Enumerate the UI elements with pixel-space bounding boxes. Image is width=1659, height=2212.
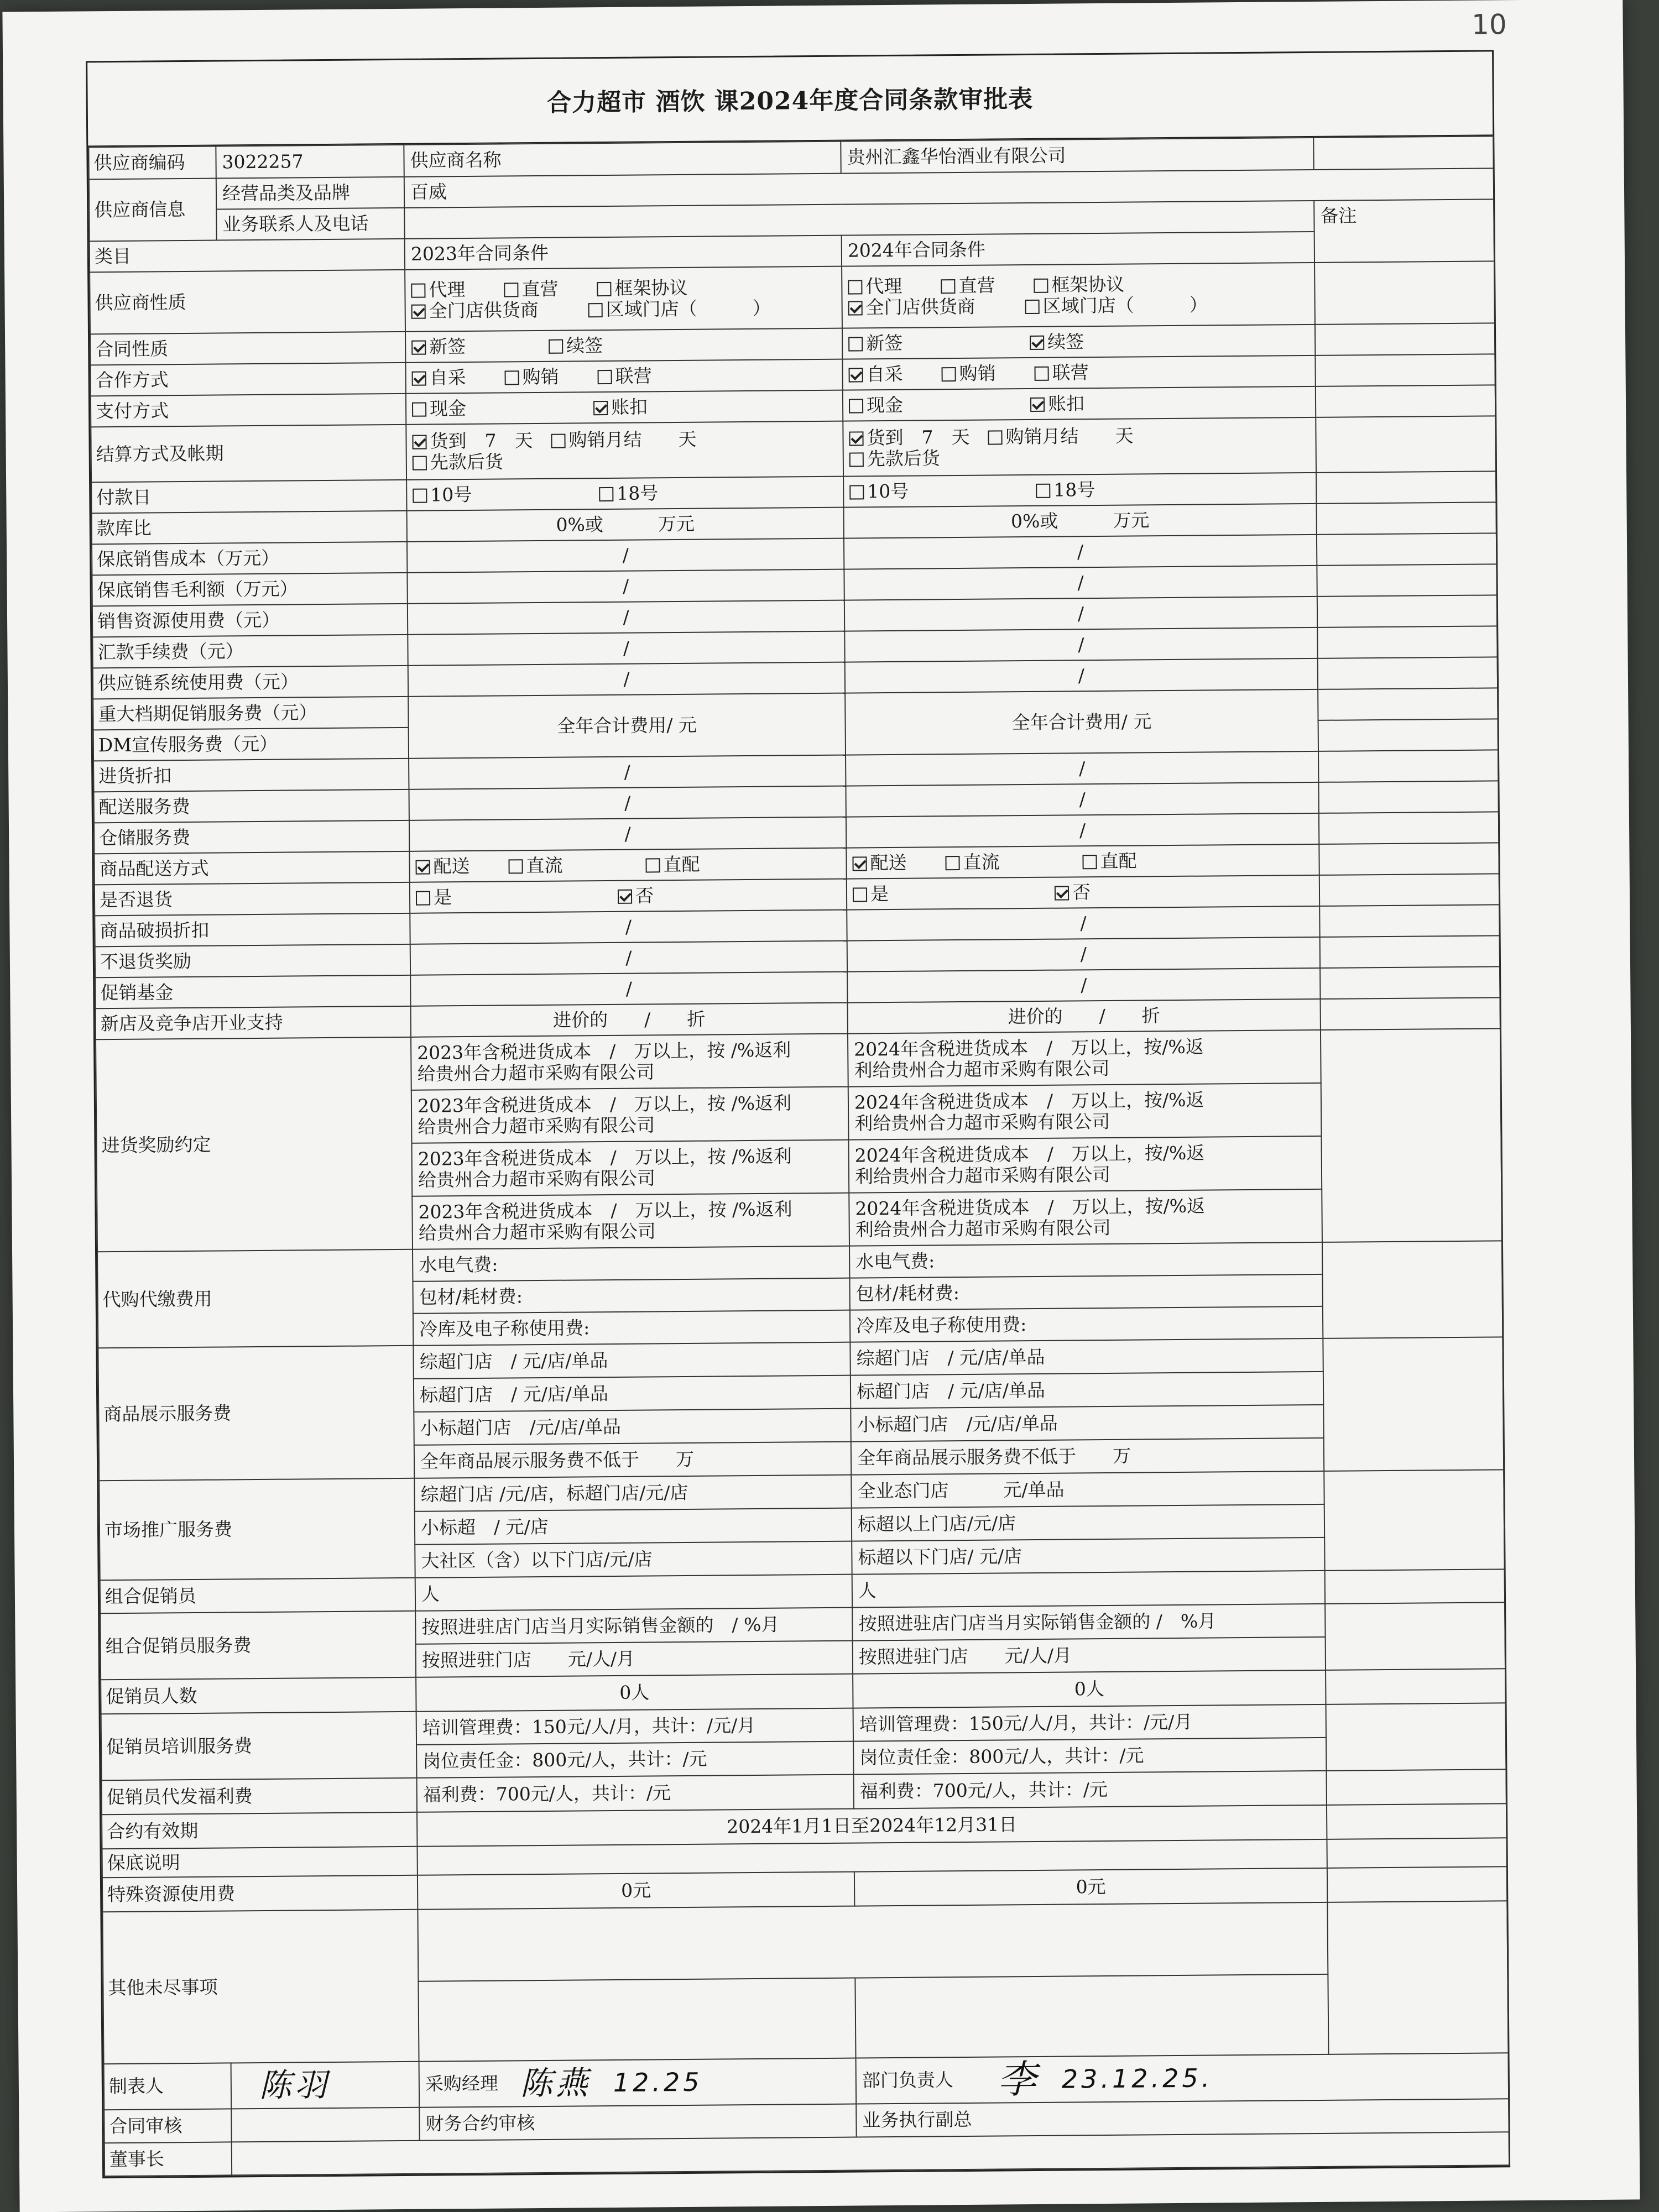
label-other: 其他未尽事项	[102, 1910, 419, 2064]
market-2023-2: 小标超 / 元/店	[415, 1508, 852, 1545]
label-new-store: 新店及竞争店开业支持	[96, 1006, 411, 1039]
label-dm-fee: DM宣传服务费（元）	[93, 728, 409, 761]
label-supplier-code: 供应商编码	[88, 147, 216, 180]
label-promo-fund: 促销基金	[95, 975, 410, 1008]
stock-ratio-2023: 0%或 万元	[407, 508, 844, 542]
delivery-mode-2023: 配送 直流 直配	[409, 848, 846, 882]
checkbox-consign-2024[interactable]	[942, 367, 956, 381]
resource-fee-2023: /	[408, 600, 844, 635]
checkbox-direct-flow-2023[interactable]	[508, 859, 523, 874]
label-contract-review: 合同审核	[104, 2109, 231, 2143]
combo-fee-2024-1: 按照进驻店门店当月实际销售金额的 / %月	[852, 1604, 1325, 1641]
label-no-return-reward: 不退货奖励	[95, 944, 410, 977]
checkbox-yes-2023[interactable]	[416, 891, 430, 906]
purchase-discount-2023: /	[409, 755, 846, 789]
label-promoter-welfare: 促销员代发福利费	[102, 1778, 417, 1814]
checkbox-monthly-2023[interactable]	[551, 434, 565, 448]
checkbox-yes-2024[interactable]	[853, 887, 867, 902]
empty-cell	[1315, 354, 1495, 386]
checkbox-joint-2023[interactable]	[598, 370, 612, 384]
checkbox-deliver-2023[interactable]	[415, 860, 430, 875]
checkbox-consign-2023[interactable]	[505, 370, 519, 385]
label-supplier-info: 供应商信息	[89, 179, 217, 242]
damage-discount-2024: /	[847, 906, 1319, 941]
coop-2024: 自采 购销 联营	[842, 355, 1315, 390]
checkbox-regional-2023[interactable]	[588, 303, 603, 317]
settlement-2023: 货到 7 天 购销月结 天 先款后货	[406, 421, 843, 480]
training-2024-2: 岗位责任金：800元/人，共计：/元	[853, 1738, 1326, 1775]
market-2023-3: 大社区（含）以下门店/元/店	[415, 1541, 852, 1578]
label-promo-fee: 重大档期促销服务费（元）	[93, 697, 408, 730]
storage-fee-2023: /	[409, 817, 846, 851]
min-cost-2023: /	[407, 538, 844, 573]
checkbox-direct-flow-2024[interactable]	[945, 856, 959, 870]
min-cost-2024: /	[844, 535, 1317, 569]
checkbox-cash-2024[interactable]	[849, 399, 863, 413]
packaging-2023: 包材/耗材费:	[413, 1278, 849, 1314]
training-2024-1: 培训管理费：150元/人/月，共计：/元/月	[853, 1704, 1326, 1742]
delivery-mode-2024: 配送 直流 直配	[846, 844, 1319, 879]
checkbox-agent-2024[interactable]	[848, 280, 862, 294]
promo-fund-2024: /	[847, 968, 1320, 1003]
label-coop: 合作方式	[90, 363, 405, 396]
label-resource-fee: 销售资源使用费（元）	[92, 604, 408, 637]
validity-value: 2024年1月1日至2024年12月31日	[417, 1805, 1327, 1847]
market-2023-1: 综超门店 /元/店，标超门店/元/店	[414, 1475, 851, 1512]
empty-cell	[1317, 595, 1497, 627]
cold-storage-2023: 冷库及电子称使用费:	[413, 1310, 850, 1346]
checkbox-no-2024[interactable]	[1055, 886, 1069, 901]
checkbox-direct-2024[interactable]	[941, 279, 955, 294]
checkbox-direct-2023[interactable]	[504, 283, 518, 297]
reward-2023-4: 2023年含税进货成本 / 万以上，按 /%返利 给贵州合力超市采购有限公司	[412, 1193, 849, 1249]
label-pay-method: 支付方式	[91, 394, 406, 427]
label-nature: 供应商性质	[90, 270, 405, 334]
new-store-2023: 进价的 / 折	[411, 1003, 848, 1037]
checkbox-deduct-2024[interactable]	[1030, 398, 1045, 412]
row-supplier-nature	[90, 261, 1495, 334]
promoter-count-2023: 0人	[416, 1674, 853, 1712]
empty-cell	[1315, 323, 1495, 355]
label-purchase-reward: 进货奖励约定	[96, 1037, 413, 1252]
checkbox-day18-2023[interactable]	[599, 487, 613, 501]
empty-cell	[1327, 1838, 1506, 1868]
label-special-fee: 特殊资源使用费	[102, 1875, 418, 1912]
checkbox-direct-dist-2024[interactable]	[1082, 855, 1097, 869]
utilities-2024: 水电气费:	[849, 1242, 1322, 1278]
min-margin-2024: /	[844, 566, 1317, 600]
market-2024-2: 标超以上门店/元/店	[852, 1504, 1324, 1541]
display-2023-3: 小标超门店 /元/店/单品	[414, 1409, 851, 1445]
empty-cell	[1322, 1241, 1503, 1338]
combo-fee-2023-2: 按照进驻门店 元/人/月	[416, 1641, 853, 1677]
display-2023-4: 全年商品展示服务费不低于 万	[414, 1442, 851, 1478]
reward-2023-1: 2023年含税进货成本 / 万以上，按 /%返利 给贵州合力超市采购有限公司	[411, 1034, 848, 1090]
empty-cell	[1327, 1803, 1506, 1839]
checkbox-day18-2024[interactable]	[1036, 484, 1050, 498]
checkbox-framework-2023[interactable]	[597, 282, 611, 296]
paper-sheet	[2, 0, 1640, 2212]
sign-dept-cell: 部门负责人 李 23.12.25.	[856, 2053, 1509, 2104]
annual-total-2024: 全年合计费用/ 元	[845, 689, 1318, 755]
label-remit-fee: 汇款手续费（元）	[92, 635, 408, 668]
empty-cell	[1319, 904, 1499, 937]
empty-cell	[1326, 1703, 1506, 1771]
empty-cell	[1321, 1028, 1502, 1242]
empty-cell	[1317, 626, 1497, 658]
display-2023-2: 标超门店 / 元/店/单品	[414, 1376, 851, 1412]
label-guarantee: 保底说明	[102, 1847, 418, 1878]
special-fee-2023: 0元	[418, 1872, 854, 1910]
empty-cell	[1316, 416, 1496, 473]
empty-cell	[1316, 385, 1495, 417]
supply-chain-fee-2023: /	[408, 662, 845, 697]
supply-chain-fee-2024: /	[845, 658, 1318, 693]
combo-promoter-2023: 人	[415, 1575, 852, 1611]
label-finance-review: 财务合约审核	[419, 2104, 856, 2140]
remit-fee-2024: /	[844, 627, 1317, 662]
welfare-2024: 福利费：700元/人，共计：/元	[854, 1771, 1327, 1809]
checkbox-self-purchase-2024[interactable]	[849, 368, 863, 382]
label-vp: 业务执行副总	[856, 2099, 1509, 2137]
label-market-fee: 市场推广服务费	[99, 1478, 415, 1580]
header-2024: 2024年合同条件	[842, 232, 1314, 266]
delivery-fee-2024: /	[846, 782, 1318, 817]
checkbox-regional-2024[interactable]	[1025, 300, 1040, 314]
market-2024-3: 标超以下门店/ 元/店	[852, 1538, 1324, 1575]
empty-cell	[1325, 1569, 1505, 1604]
empty-cell	[1319, 874, 1499, 906]
checkbox-renew-2024[interactable]	[1030, 336, 1044, 350]
utilities-2023: 水电气费:	[413, 1246, 849, 1282]
label-delivery-fee: 配送服务费	[94, 789, 409, 823]
empty-cell	[1319, 812, 1499, 844]
sign-contract-review	[231, 2107, 419, 2142]
checkbox-no-2023[interactable]	[618, 890, 632, 904]
empty-cell	[1314, 261, 1495, 325]
label-min-cost: 保底销售成本（万元）	[92, 542, 407, 575]
label-min-margin: 保底销售毛利额（万元）	[92, 573, 407, 606]
empty-cell	[1320, 966, 1500, 999]
resource-fee-2024: /	[844, 597, 1317, 631]
no-return-reward-2024: /	[847, 937, 1320, 972]
checkbox-day10-2023[interactable]	[413, 489, 427, 503]
label-promoter-training: 促销员培训服务费	[101, 1712, 417, 1780]
buyer-sign-date: 12.25	[613, 2067, 703, 2098]
other-2023	[418, 1978, 855, 2062]
empty-cell	[1321, 997, 1500, 1030]
combo-fee-2024-2: 按照进驻门店 元/人/月	[853, 1637, 1326, 1674]
special-fee-2024: 0元	[854, 1868, 1327, 1906]
checkbox-renew-2023[interactable]	[549, 339, 563, 354]
storage-fee-2024: /	[846, 813, 1319, 848]
label-promoter-count: 促销员人数	[101, 1677, 416, 1714]
returnable-2024: 是 否	[847, 875, 1319, 910]
form-title: 合力超市 酒饮 课2024年度合同条款审批表	[87, 51, 1493, 147]
empty-cell	[1325, 1602, 1505, 1670]
value-brand: 百威	[404, 168, 1494, 207]
cold-storage-2024: 冷库及电子称使用费:	[850, 1306, 1323, 1342]
display-2024-2: 标超门店 / 元/店/单品	[851, 1372, 1323, 1409]
dept-signature: 李	[997, 2056, 1040, 2103]
header-2023: 2023年合同条件	[405, 236, 842, 270]
promo-fund-2023: /	[410, 972, 847, 1006]
reward-2024-1: 2024年含税进货成本 / 万以上，按/%返 利给贵州合力超市采购有限公司	[848, 1030, 1321, 1087]
label-combo-promoter-fee: 组合促销员服务费	[100, 1611, 416, 1680]
label-pay-day: 付款日	[91, 480, 406, 513]
empty-cell	[1327, 1901, 1508, 2054]
empty-cell	[1318, 781, 1498, 813]
dept-sign-date: 23.12.25.	[1061, 2063, 1213, 2094]
display-2023-1: 综超门店 / 元/店/单品	[413, 1342, 850, 1379]
empty-cell	[1317, 564, 1496, 597]
purchase-discount-2024: /	[846, 751, 1318, 786]
label-storage-fee: 仓储服务费	[94, 820, 409, 854]
label-remarks: 备注	[1314, 199, 1494, 263]
empty-cell	[1318, 719, 1498, 751]
empty-cell	[1326, 1669, 1505, 1704]
welfare-2023: 福利费：700元/人，共计：/元	[417, 1775, 854, 1812]
empty-cell	[1317, 533, 1496, 566]
label-preparer: 制表人	[104, 2063, 232, 2109]
label-proxy-fee: 代购代缴费用	[97, 1249, 413, 1348]
contract-nature-2024: 新签 续签	[842, 325, 1315, 359]
training-2023-1: 培训管理费：150元/人/月，共计：/元/月	[416, 1708, 853, 1745]
corner-page-note: 10	[1471, 8, 1507, 41]
empty-cell	[1316, 471, 1496, 504]
label-chairman: 董事长	[105, 2142, 232, 2176]
pay-day-2024: 10号 18号	[843, 473, 1316, 508]
buyer-signature: 陈燕	[520, 2064, 592, 2103]
display-2024-4: 全年商品展示服务费不低于 万	[851, 1438, 1324, 1475]
market-2024-1: 全业态门店 元/单品	[851, 1471, 1324, 1508]
returnable-2023: 是 否	[410, 879, 847, 913]
checkbox-self-purchase-2023[interactable]	[412, 372, 426, 386]
reward-2023-2: 2023年含税进货成本 / 万以上，按 /%返利 给贵州合力超市采购有限公司	[411, 1087, 849, 1143]
approval-form	[86, 50, 1510, 2178]
checkbox-all-stores-2024[interactable]	[848, 301, 863, 315]
checkbox-direct-dist-2023[interactable]	[645, 858, 660, 872]
reward-2023-3: 2023年含税进货成本 / 万以上，按 /%返利 给贵州合力超市采购有限公司	[412, 1140, 849, 1196]
packaging-2024: 包材/耗材费:	[849, 1274, 1322, 1310]
label-category: 类目	[90, 239, 405, 272]
label-supplier-name: 供应商名称	[404, 142, 841, 177]
form-table	[88, 135, 1510, 2176]
promoter-count-2024: 0人	[853, 1670, 1326, 1708]
checkbox-agent-2023[interactable]	[411, 284, 425, 298]
delivery-fee-2023: /	[409, 786, 846, 820]
nature-2023: 代理 直营 框架协议 全门店供货商 区域门店（ ）	[405, 266, 842, 332]
display-2024-3: 小标超门店 /元/店/单品	[851, 1405, 1323, 1442]
row-other-1	[102, 1901, 1507, 1984]
min-margin-2023: /	[407, 569, 844, 604]
label-damage-discount: 商品破损折扣	[95, 913, 410, 946]
empty-cell	[1318, 688, 1498, 720]
label-brand: 经营品类及品牌	[216, 177, 404, 210]
label-stock-ratio: 款库比	[92, 511, 407, 544]
checkbox-prepay-2023[interactable]	[413, 456, 427, 470]
checkbox-all-stores-2023[interactable]	[411, 305, 426, 319]
empty-cell	[1316, 502, 1496, 535]
coop-2023: 自采 购销 联营	[405, 359, 842, 394]
damage-discount-2023: /	[410, 910, 847, 944]
label-delivery-mode: 商品配送方式	[94, 851, 409, 885]
checkbox-monthly-2024[interactable]	[988, 430, 1002, 445]
empty-cell	[1326, 1769, 1506, 1805]
label-returnable: 是否退货	[95, 882, 410, 916]
checkbox-joint-2024[interactable]	[1035, 367, 1049, 381]
label-contact: 业务联系人及电话	[216, 208, 404, 240]
checkbox-framework-2024[interactable]	[1034, 279, 1048, 293]
sign-buyer-cell: 采购经理 陈燕 12.25	[419, 2058, 857, 2108]
checkbox-new-sign-2024[interactable]	[848, 337, 863, 351]
label-combo-promoter: 组合促销员	[100, 1578, 415, 1613]
checkbox-deliver-2024[interactable]	[852, 856, 867, 871]
no-return-reward-2023: /	[410, 941, 847, 975]
empty-cell	[1323, 1337, 1504, 1471]
checkbox-deduct-2023[interactable]	[593, 401, 608, 415]
checkbox-cash-2023[interactable]	[412, 402, 426, 417]
value-supplier-name: 贵州汇鑫华怡酒业有限公司	[841, 138, 1313, 174]
remit-fee-2023: /	[408, 631, 844, 666]
label-purchase-discount: 进货折扣	[93, 759, 409, 792]
checkbox-prepay-2024[interactable]	[849, 452, 864, 467]
combo-fee-2023-1: 按照进驻店门店当月实际销售金额的 / %月	[415, 1608, 852, 1644]
reward-2024-3: 2024年含税进货成本 / 万以上，按/%返 利给贵州合力超市采购有限公司	[848, 1136, 1322, 1193]
reward-2024-4: 2024年含税进货成本 / 万以上，按/%返 利给贵州合力超市采购有限公司	[849, 1189, 1322, 1246]
contract-nature-2023: 新签 续签	[405, 328, 842, 363]
label-display-fee: 商品展示服务费	[98, 1346, 414, 1481]
settlement-2024: 货到 7 天 购销月结 天 先款后货	[843, 417, 1316, 477]
checkbox-new-sign-2023[interactable]	[411, 341, 426, 355]
pay-method-2023: 现金 账扣	[406, 390, 843, 425]
pay-day-2023: 10号 18号	[406, 477, 843, 511]
label-supply-chain-fee: 供应链系统使用费（元）	[93, 666, 408, 699]
label-settlement: 结算方式及帐期	[91, 425, 406, 482]
reward-2024-2: 2024年含税进货成本 / 万以上，按/%返 利给贵州合力超市采购有限公司	[848, 1083, 1322, 1140]
empty-cell	[1318, 657, 1498, 689]
value-supplier-code: 3022257	[216, 145, 404, 179]
empty-cell	[1327, 1866, 1507, 1902]
pay-method-2024: 现金 账扣	[843, 386, 1316, 421]
empty-cell	[1319, 843, 1499, 875]
annual-total-2023: 全年合计费用/ 元	[408, 693, 846, 759]
empty-cell	[1324, 1470, 1504, 1571]
preparer-signature: 陈羽	[259, 2065, 331, 2104]
new-store-2024: 进价的 / 折	[848, 999, 1321, 1034]
checkbox-on-arrival-2023[interactable]	[412, 435, 426, 449]
combo-promoter-2024: 人	[852, 1571, 1325, 1608]
label-contract-nature: 合同性质	[90, 332, 405, 365]
nature-2024: 代理 直营 框架协议 全门店供货商 区域门店（ ）	[842, 263, 1315, 328]
label-validity: 合约有效期	[102, 1812, 417, 1849]
checkbox-on-arrival-2024[interactable]	[849, 431, 863, 446]
sign-preparer	[231, 2062, 420, 2109]
row-settlement	[91, 416, 1496, 482]
other-value-1	[418, 1902, 1328, 1981]
empty-cell	[1318, 750, 1498, 782]
training-2023-2: 岗位责任金：800元/人，共计：/元	[416, 1742, 853, 1778]
stock-ratio-2024: 0%或 万元	[844, 504, 1317, 538]
display-2024-1: 综超门店 / 元/店/单品	[850, 1338, 1323, 1376]
empty-cell	[1313, 136, 1493, 170]
checkbox-day10-2024[interactable]	[849, 485, 864, 499]
empty-cell	[1320, 935, 1500, 968]
other-2024	[855, 1974, 1328, 2058]
